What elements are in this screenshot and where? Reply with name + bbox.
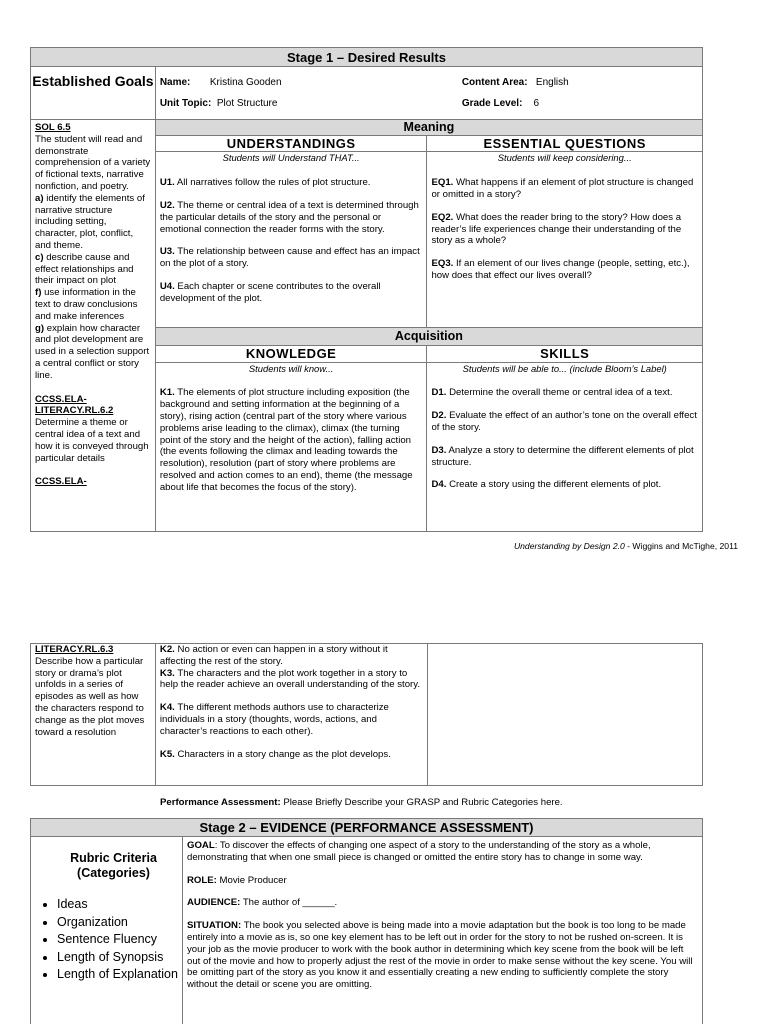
d3-text: Analyze a story to determine the different elements of plot structure. xyxy=(431,444,694,468)
knowledge-sub: Students will know... xyxy=(248,362,334,374)
ubd-citation xyxy=(514,541,738,551)
essential-questions-content xyxy=(427,152,703,328)
goals-continuation xyxy=(31,644,156,786)
acquisition-label: Acquisition xyxy=(155,328,702,346)
d4-text: Create a story using the different elements of plot. xyxy=(449,479,662,491)
k3-text: The characters and the plot work together in a story to help the reader achieve an overall understanding of the story. xyxy=(159,667,421,691)
u3-text: The relationship between cause and effect has an impact on the plot of a story. xyxy=(159,246,420,270)
k1-tag: K1. xyxy=(159,387,175,399)
k4-text: The different methods authors use to characterize individuals in a story (thoughts, words, actions, and character’s reactions to each other). xyxy=(159,702,389,737)
k3-tag: K3. xyxy=(159,667,175,679)
k5-text: Characters in a story change as the plot develops. xyxy=(177,748,391,760)
skills-content xyxy=(427,362,703,531)
u4-text: Each chapter or scene contributes to the overall development of the plot. xyxy=(159,280,381,304)
unit-info xyxy=(155,67,702,120)
perf-text: Please Briefly Describe your GRASP and Rubric Categories here. xyxy=(283,797,563,808)
audience-text: The author of ______. xyxy=(242,897,338,909)
sol-g-tag: g) xyxy=(35,322,45,334)
eq3-tag: EQ3. xyxy=(431,258,454,270)
rubric-item: • Organization xyxy=(57,914,178,932)
sol-g-text: explain how character and plot development are used in a selection support a central conflict or story line. xyxy=(35,322,150,381)
ubd-title: Understanding by Design 2.0 xyxy=(513,541,625,551)
u2-text: The theme or central idea of a text is determined through the particular details of the story and the personal or emotional connection the reader forms with the story. xyxy=(159,199,419,235)
u4-tag: U4. xyxy=(159,280,175,292)
u3-tag: U3. xyxy=(159,246,175,258)
k5-tag: K5. xyxy=(159,748,175,760)
name-value: Kristina Gooden xyxy=(209,77,282,88)
ccss-rl63-text: Describe how a particular story or drama’s plot unfolds in a series of episodes as well as how the characters respond to change as the plot moves toward a resolution xyxy=(35,655,145,738)
rubric-title: Rubric Criteria (Categories) xyxy=(70,851,157,880)
grade-level-value: 6 xyxy=(533,98,540,109)
ubd-authors: - Wiggins and McTighe, 2011 xyxy=(624,541,738,551)
rubric-criteria xyxy=(31,837,183,1024)
sol-text: The student will read and demonstrate comprehension of a variety of fictional texts, narrative nonfiction, and poetry. xyxy=(35,133,151,192)
d2-text: Evaluate the effect of an author’s tone on the overall effect of the story. xyxy=(431,410,697,433)
unit-topic-label: Unit Topic: xyxy=(159,98,212,109)
role-label: ROLE: xyxy=(187,874,217,886)
essential-questions-label: ESSENTIAL QUESTIONS xyxy=(427,135,703,152)
continuation-table xyxy=(30,643,703,786)
u1-tag: U1. xyxy=(159,177,175,189)
k2-tag: K2. xyxy=(159,644,175,655)
stage2-table xyxy=(30,818,703,1024)
grasp-content xyxy=(183,837,703,1024)
established-goals-content xyxy=(31,120,156,532)
stage1-table xyxy=(30,47,703,532)
sol-f-tag: f) xyxy=(35,287,42,299)
rubric-item: • Length of Explanation xyxy=(57,966,178,984)
ccss-rl63-heading-part1: CCSS.ELA- xyxy=(35,476,87,488)
grade-level-label: Grade Level: xyxy=(461,98,523,109)
skills-continuation xyxy=(427,644,702,786)
ccss-rl62-text: Determine a theme or central idea of a text and how it is conveyed through particular details xyxy=(35,417,149,464)
sol-c-tag: c) xyxy=(35,251,44,263)
name-label: Name: xyxy=(159,77,191,88)
k2-text: No action or even can happen in a story without it affecting the rest of the story. xyxy=(159,644,388,667)
rubric-item: • Sentence Fluency xyxy=(57,931,178,949)
d3-tag: D3. xyxy=(431,444,447,456)
ccss-rl62-heading: CCSS.ELA-LITERACY.RL.6.2 xyxy=(35,393,114,417)
knowledge-label: KNOWLEDGE xyxy=(155,345,427,362)
eq2-tag: EQ2. xyxy=(431,211,454,223)
sol-a-tag: a) xyxy=(35,192,44,204)
d1-tag: D1. xyxy=(431,387,447,399)
sol-f-text: use information in the text to draw conclusions and make inferences xyxy=(35,287,138,322)
understandings-sub: Students will Understand THAT... xyxy=(222,152,360,164)
knowledge-continuation xyxy=(155,644,427,786)
eq3-text: If an element of our lives change (people, setting, etc.), how does that effect our lives overall? xyxy=(431,258,690,281)
situation-label: SITUATION: xyxy=(187,920,242,932)
d2-tag: D2. xyxy=(431,410,447,422)
eq-sub: Students will keep considering... xyxy=(497,152,632,164)
content-area-value: English xyxy=(535,77,569,88)
sol-a-text: identify the elements of narrative structure including setting, character, plot, conflict, and theme. xyxy=(35,192,145,251)
k1-text: The elements of plot structure including exposition (the background and setting information at the beginning of a story), rising action (central part of the story where various problems arise leading to the climax), climax (the turning point of the story and the height of the action), falling action (the events following the climax and leading towards the resolution), resolution (part of story where problems are resolved and action comes to an end), theme (the message about life that becomes the focus of the story). xyxy=(159,387,413,493)
eq2-text: What does the reader bring to the story? How does a reader’s life experiences change their understanding of the story as a whole? xyxy=(431,211,682,247)
audience-label: AUDIENCE: xyxy=(187,897,241,909)
understandings-label: UNDERSTANDINGS xyxy=(155,135,427,152)
rubric-item: • Ideas xyxy=(57,896,178,914)
skills-sub: Students will be able to... (include Bloom’s Label) xyxy=(462,362,667,374)
unit-topic-value: Plot Structure xyxy=(216,98,278,109)
content-area-label: Content Area: xyxy=(461,77,528,88)
d1-text: Determine the overall theme or central idea of a text. xyxy=(449,387,673,399)
established-goals-label: Established Goals xyxy=(31,67,156,120)
skills-label: SKILLS xyxy=(427,345,703,362)
ccss-rl63-heading-part2: LITERACY.RL.6.3 xyxy=(35,644,114,655)
meaning-label: Meaning xyxy=(155,120,702,136)
sol-heading: SOL 6.5 xyxy=(35,122,71,133)
d4-tag: D4. xyxy=(431,479,447,491)
stage2-title: Stage 2 – EVIDENCE (PERFORMANCE ASSESSMENT) xyxy=(31,819,703,837)
knowledge-content xyxy=(155,362,427,531)
eq1-text: What happens if an element of plot structure is changed or omitted in a story? xyxy=(431,177,694,200)
situation-text: The book you selected above is being made into a movie adaptation but the book is too long to be made entirely into a movie as is, so one key element has to be left out in order for the story to not be rushed on-screen. It is your job as the movie producer to work with the book author in determining which key scene from the book will be left out of the movie and how to properly adjust the rest of the movie in order to make sense without the key scene. You will be omitting part of the story as you know it and essentially creating a new ending to sufficiently complete the story without the detail or scene you are omitting. xyxy=(187,920,693,991)
goal-text: : To discover the effects of changing one aspect of a story to the understanding of the story as a whole, demonstrating that when one small piece is changed or omitted the entire story has to change in some way. xyxy=(187,840,651,863)
perf-label: Performance Assessment: xyxy=(160,797,281,808)
sol-c-text: describe cause and effect relationships and their impact on plot xyxy=(35,251,134,287)
goal-label: GOAL xyxy=(187,840,215,851)
eq1-tag: EQ1. xyxy=(431,177,454,189)
u2-tag: U2. xyxy=(159,199,175,211)
rubric-item: • Length of Synopsis xyxy=(57,949,178,967)
understandings-content xyxy=(155,152,427,328)
performance-assessment-note xyxy=(160,797,563,808)
k4-tag: K4. xyxy=(159,702,175,714)
u1-text: All narratives follow the rules of plot structure. xyxy=(176,177,371,189)
role-text: Movie Producer xyxy=(219,874,287,886)
stage1-title: Stage 1 – Desired Results xyxy=(31,48,703,67)
rubric-list xyxy=(37,896,178,984)
